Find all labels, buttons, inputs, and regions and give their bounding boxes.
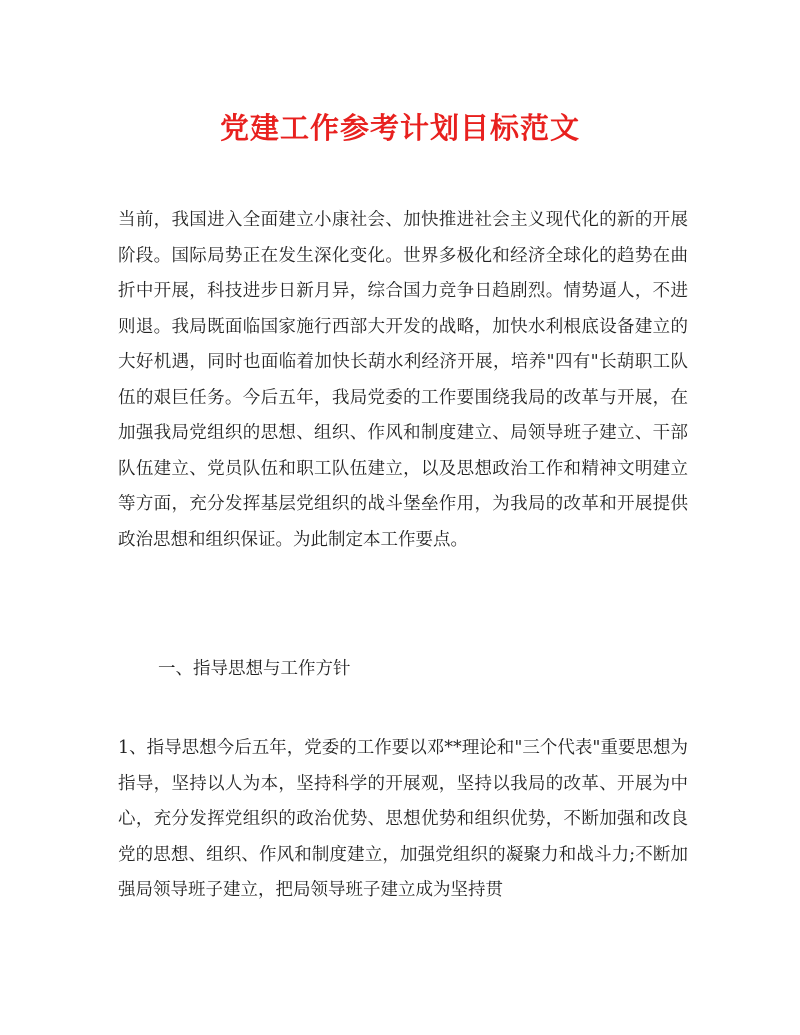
section-heading: 一、指导思想与工作方针 xyxy=(158,659,351,679)
document-title: 党建工作参考计划目标范文 xyxy=(219,111,580,145)
guiding-thought-paragraph: 1、指导思想今后五年，党委的工作要以邓**理论和"三个代表"重要思想为指导，坚持以人为本，坚持科学的开展观，坚持以我局的改革、开展为中心，充分发挥党组织的政治优势、思想优势和组织优势，不断加强和改良党的思想、组织、作风和制度建立，加强党组织的凝聚力和战斗力;不断加强局领导班子建立，把局领导班子建立成为坚持贯 xyxy=(118,738,688,900)
intro-paragraph: 当前，我国进入全面建立小康社会、加快推进社会主义现代化的新的开展阶段。国际局势正在发生深化变化。世界多极化和经济全球化的趋势在曲折中开展，科技进步日新月异，综合国力竞争日趋剧烈。情势逼人，不进则退。我局既面临国家施行西部大开发的战略，加快水利根底设备建立的大好机遇，同时也面临着加快长葫水利经济开展，培养"四有"长葫职工队伍的艰巨任务。今后五年，我局党委的工作要围绕我局的改革与开展，在加强我局党组织的思想、组织、作风和制度建立、局领导班子建立、干部队伍建立、党员队伍和职工队伍建立，以及思想政治工作和精神文明建立等方面，充分发挥基层党组织的战斗堡垒作用，为我局的改革和开展提供政治思想和组织保证。为此制定本工作要点。 xyxy=(118,210,688,550)
